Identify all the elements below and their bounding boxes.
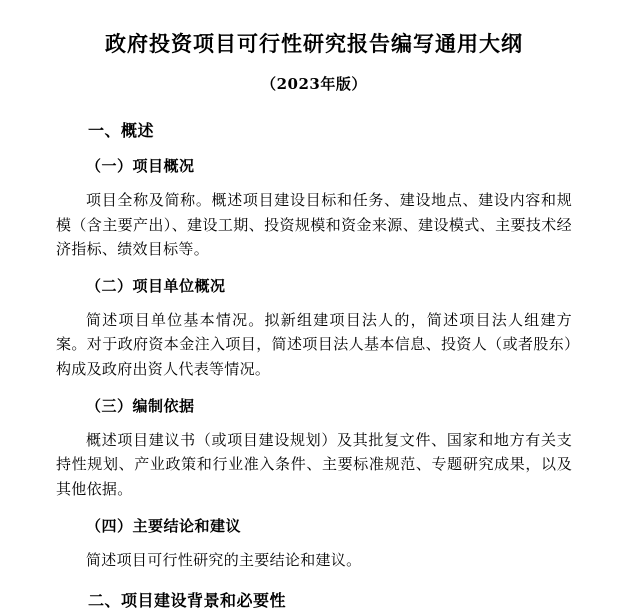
paragraph-project-unit-overview: 简述项目单位基本情况。拟新组建项目法人的，简述项目法人组建方案。对于政府资本金注入项目，简述项目法人基本信息、投资人（或者股东）构成及政府出资人代表等情况。	[56, 311, 572, 378]
sub-heading-project-overview: （一）项目概况	[86, 157, 195, 176]
sub-heading-compilation-basis: （三）编制依据	[86, 397, 195, 416]
paragraph-compilation-basis: 概述项目建议书（或项目建设规划）及其批复文件、国家和地方有关支持性规划、产业政策和行业准入条件、主要标准规范、专题研究成果，以及其他依据。	[56, 431, 572, 498]
paragraph-main-conclusions: 简述项目可行性研究的主要结论和建议。	[86, 550, 362, 569]
paragraph-project-overview: 项目全称及简称。概述项目建设目标和任务、建设地点、建设内容和规模（含主要产出）、建设工期、投资规模和资金来源、建设模式、主要技术经济指标、绩效目标等。	[56, 191, 572, 258]
sub-heading-project-unit-overview: （二）项目单位概况	[86, 277, 226, 296]
page-title: 政府投资项目可行性研究报告编写通用大纲	[105, 31, 523, 56]
section-heading-background-and-necessity: 二、项目建设背景和必要性	[88, 591, 287, 611]
sub-heading-main-conclusions: （四）主要结论和建议	[86, 516, 242, 535]
document-subtitle: （2023年版）	[261, 75, 367, 94]
section-heading-overview: 一、概述	[88, 121, 155, 141]
